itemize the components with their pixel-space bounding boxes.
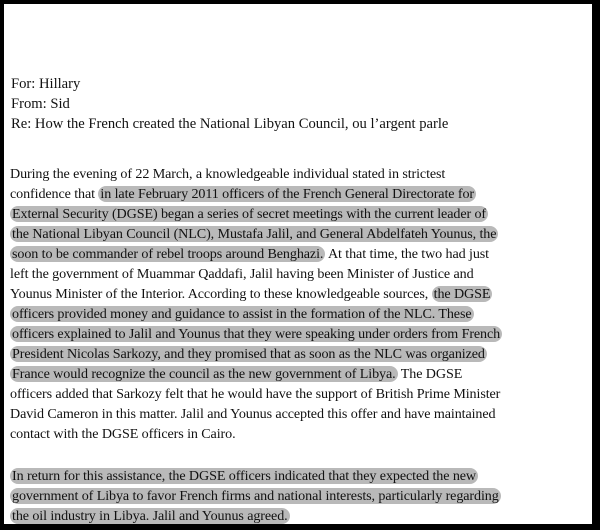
text-line — [10, 424, 592, 444]
highlighted-text: In return for this assistance, the DGSE officers indicated that they expected the new — [12, 468, 477, 484]
text-line — [10, 404, 592, 424]
text-line — [10, 466, 592, 486]
text-segment: David Cameron in this matter. Jalil and Younus accepted this offer and have maintained — [10, 406, 496, 422]
text-segment: The DGSE — [397, 366, 463, 382]
text-line — [10, 364, 592, 384]
memo-body — [10, 164, 592, 524]
paragraph-1 — [10, 164, 592, 444]
highlighted-text: the oil industry in Libya. Jalil and Younus agreed. — [12, 508, 288, 524]
text-segment: confidence that — [10, 186, 99, 202]
text-line — [10, 204, 592, 224]
memo-to-line: For: Hillary — [11, 76, 81, 92]
text-line — [10, 164, 592, 184]
text-line — [10, 184, 592, 204]
memo-from-line: From: Sid — [11, 96, 70, 112]
text-line — [10, 486, 592, 506]
memo-subject-line: Re: How the French created the National Libyan Council, ou l’argent parle — [11, 116, 449, 132]
text-line — [10, 224, 592, 244]
highlighted-text: soon to be commander of rebel troops around Benghazi. — [12, 246, 324, 262]
highlighted-text: External Security (DGSE) began a series of secret meetings with the current leader of — [12, 206, 487, 222]
highlighted-text: in late February 2011 officers of the French General Directorate for — [100, 186, 474, 202]
text-line — [10, 304, 592, 324]
highlighted-text: officers explained to Jalil and Younus that they were speaking under orders from French — [12, 326, 501, 342]
text-segment: officers added that Sarkozy felt that he would have the support of British Prime Minister — [10, 386, 501, 402]
text-line — [10, 344, 592, 364]
text-line — [10, 264, 592, 284]
highlighted-text: the National Libyan Council (NLC), Mustafa Jalil, and General Abdelfateh Younus, the — [12, 226, 497, 242]
text-line — [10, 384, 592, 404]
memo-header — [11, 74, 448, 134]
text-line — [10, 324, 592, 344]
document-page — [4, 4, 592, 524]
highlighted-text: France would recognize the council as the new government of Libya. — [12, 366, 396, 382]
paragraph-2 — [10, 466, 592, 524]
highlighted-text: President Nicolas Sarkozy, and they promised that as soon as the NLC was organized — [12, 346, 485, 362]
highlighted-text: government of Libya to favor French firms and national interests, particularly regarding — [12, 488, 499, 504]
text-line — [10, 244, 592, 264]
text-line — [10, 284, 592, 304]
highlighted-text: the DGSE — [433, 286, 491, 302]
text-segment: During the evening of 22 March, a knowledgeable individual stated in strictest — [10, 166, 446, 182]
text-segment: left the government of Muammar Qaddafi, Jalil having been Minister of Justice and — [10, 266, 474, 282]
text-segment: contact with the DGSE officers in Cairo. — [10, 426, 236, 442]
text-line — [10, 506, 592, 524]
highlighted-text: officers provided money and guidance to assist in the formation of the NLC. These — [12, 306, 472, 322]
text-segment: Younus Minister of the Interior. According to these knowledgeable sources, — [10, 286, 432, 302]
text-segment: At that time, the two had just — [325, 246, 489, 262]
